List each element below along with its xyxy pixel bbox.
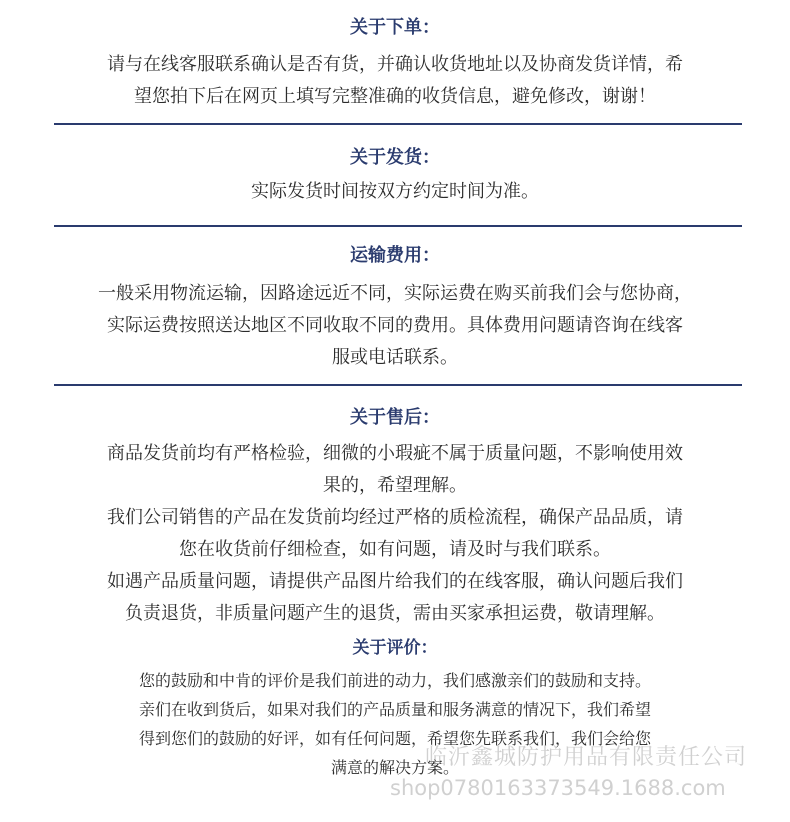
aftersale-line-1: 商品发货前均有严格检验，细微的小瑕疵不属于质量问题，不影响使用效	[107, 443, 683, 464]
review-line-4: 满意的解决方案。	[330, 758, 459, 777]
order-line-1: 请与在线客服联系确认是否有货，并确认收货地址以及协商发货详情，希	[107, 54, 683, 75]
watermark-shop-url: shop0780163373549.1688.com	[390, 776, 726, 800]
freight-line-3: 服或电话联系。	[332, 347, 458, 368]
section-freight	[40, 244, 750, 374]
review-line-2: 亲们在收到货后，如果对我们的产品质量和服务满意的情况下，我们希望	[138, 700, 651, 719]
divider-1	[54, 123, 742, 125]
review-title: 关于评价：	[352, 638, 438, 658]
watermark-company: 临沂鑫城防护用品有限责任公司	[425, 745, 748, 770]
aftersale-line-5: 如遇产品质量问题，请提供产品图片给我们的在线客服，确认问题后我们	[107, 571, 683, 592]
section-aftersale	[40, 406, 750, 630]
section-shipping	[40, 146, 750, 208]
order-title: 关于下单：	[350, 17, 440, 38]
freight-line-1: 一般采用物流运输，因路途远近不同，实际运费在购买前我们会与您协商，	[98, 283, 692, 304]
section-order	[40, 16, 750, 113]
aftersale-line-3: 我们公司销售的产品在发货前均经过严格的质检流程，确保产品品质，请	[107, 507, 683, 528]
shipping-title: 关于发货：	[350, 147, 440, 168]
shipping-line-1: 实际发货时间按双方约定时间为准。	[251, 181, 539, 202]
divider-2	[54, 225, 742, 227]
aftersale-title: 关于售后：	[350, 407, 440, 428]
freight-line-2: 实际运费按照送达地区不同收取不同的费用。具体费用问题请咨询在线客	[107, 315, 683, 336]
review-line-1: 您的鼓励和中肯的评价是我们前进的动力，我们感激亲们的鼓励和支持。	[138, 671, 651, 690]
aftersale-line-4: 您在收货前仔细检查，如有问题，请及时与我们联系。	[179, 539, 611, 560]
review-line-3: 得到您们的鼓励的好评，如有任何问题，希望您先联系我们，我们会给您	[138, 729, 651, 748]
aftersale-line-2: 果的，希望理解。	[323, 475, 467, 496]
divider-3	[54, 384, 742, 386]
aftersale-line-6: 负责退货，非质量问题产生的退货，需由买家承担运费，敬请理解。	[125, 603, 665, 624]
freight-title: 运输费用：	[350, 245, 440, 266]
order-line-2: 望您拍下后在网页上填写完整准确的收货信息，避免修改，谢谢！	[134, 86, 656, 107]
